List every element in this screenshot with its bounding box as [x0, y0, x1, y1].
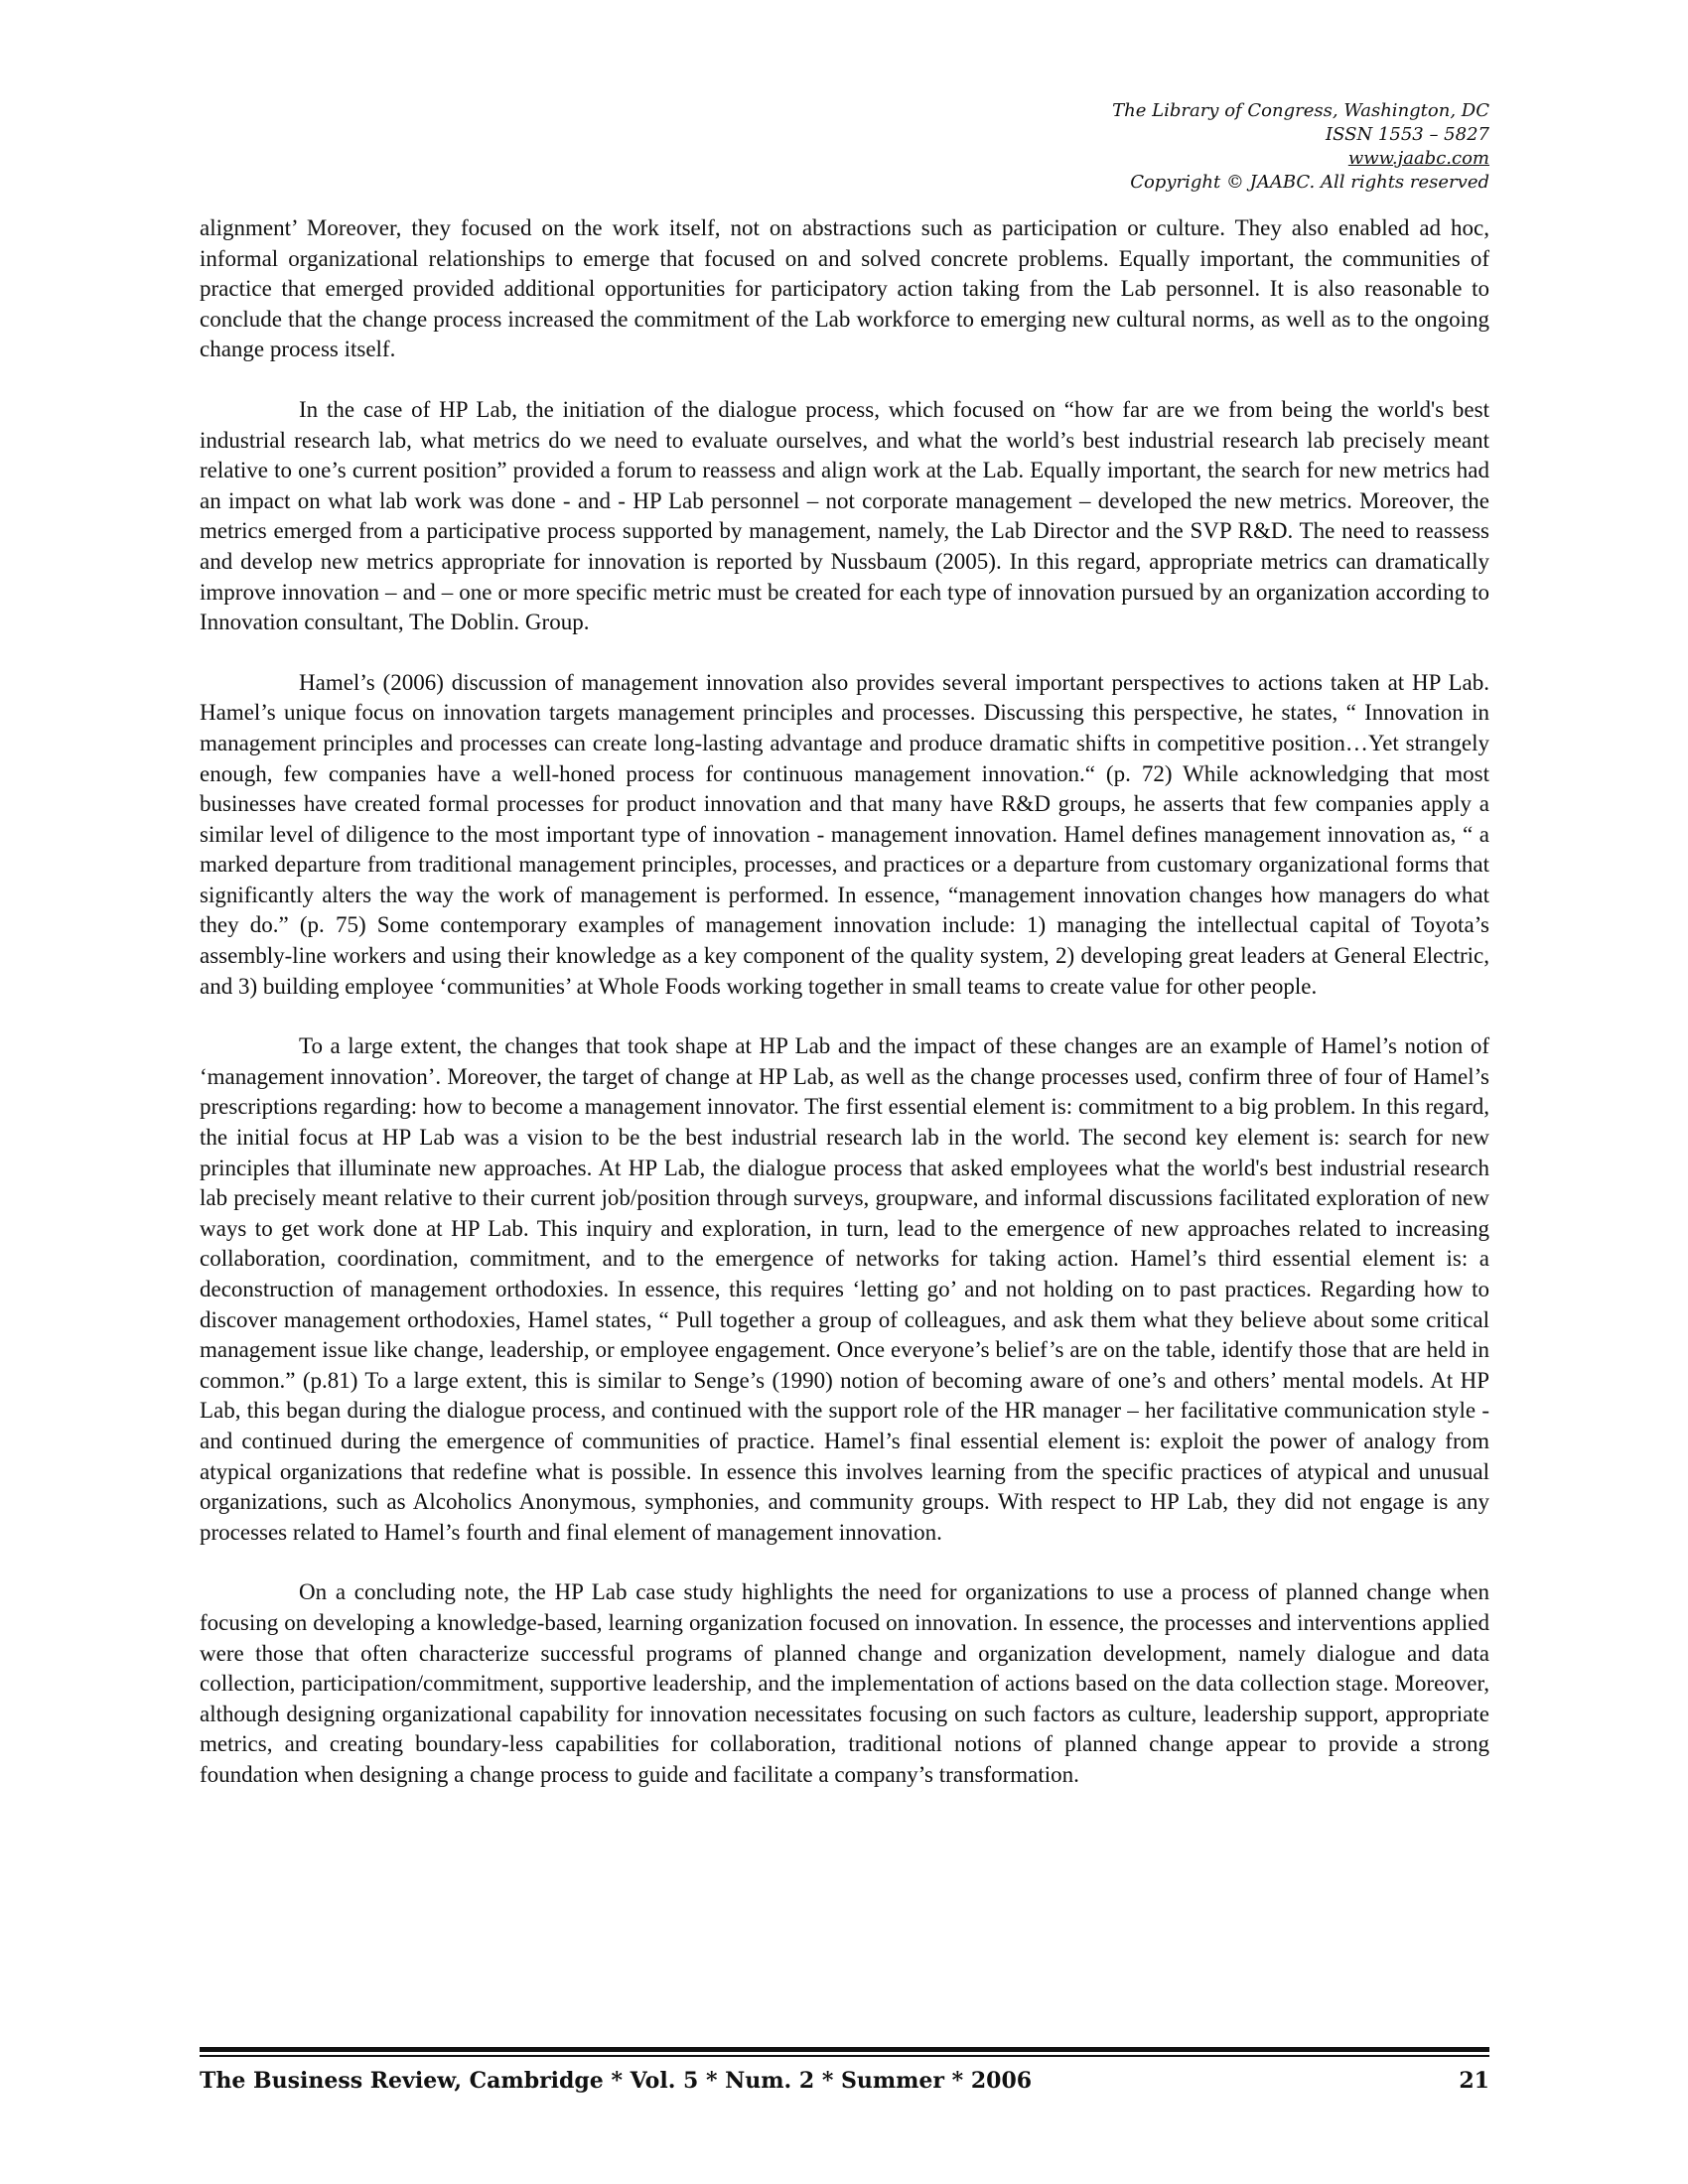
footer-divider-thick [200, 2047, 1489, 2052]
paragraph-4: To a large extent, the changes that took shape at HP Lab and the impact of these changes are an example of Hamel’s notion of ‘management innovation’. Moreover, the target of change at HP Lab, as well as the change processes used, confirm three of four of Hamel’s prescriptions regarding: how to become a management innovator. The first essential element is: commitment to a big problem. In this regard, the initial focus at HP Lab was a vision to be the best industrial research lab in the world. The second key element is: search for new principles that illuminate new approaches. At HP Lab, the dialogue process that asked employees what the world's best industrial research lab precisely meant relative to their current job/position through surveys, groupware, and informal discussions facilitated exploration of new ways to get work done at HP Lab. This inquiry and exploration, in turn, lead to the emergence of new approaches related to increasing collaboration, coordination, commitment, and to the emergence of networks for taking action. Hamel’s third essential element is: a deconstruction of management orthodoxies. In essence, this requires ‘letting go’ and not holding on to past practices. Regarding how to discover management orthodoxies, Hamel states, “ Pull together a group of colleagues, and ask them what they believe about some critical management issue like change, leadership, or employee engagement. Once everyone’s belief’s are on the table, identify those that are held in common.” (p.81) To a large extent, this is similar to Senge’s (1990) notion of becoming aware of one’s and others’ mental models. At HP Lab, this began during the dialogue process, and continued with the support role of the HR manager – her facilitative communication style - and continued during the emergence of communities of practice. Hamel’s final essential element is: exploit the power of analogy from atypical organizations that redefine what is possible. In essence this involves learning from the specific practices of atypical and unusual organizations, such as Alcoholics Anonymous, symphonies, and community groups. With respect to HP Lab, they did not engage is any processes related to Hamel’s fourth and final element of management innovation. [200, 1033, 1489, 1545]
running-header [894, 99, 1489, 195]
paragraph-3: Hamel’s (2006) discussion of management innovation also provides several important perspectives to actions taken at HP Lab. Hamel’s unique focus on innovation targets management principles and processes. Discussing this perspective, he states, “ Innovation in management principles and processes can create long-lasting advantage and produce dramatic shifts in competitive position…Yet strangely enough, few companies have a well-honed process for continuous management innovation.“ (p. 72) While acknowledging that most businesses have created formal processes for product innovation and that many have R&D groups, he asserts that few companies apply a similar level of diligence to the most important type of innovation - management innovation. Hamel defines management innovation as, “ a marked departure from traditional management principles, processes, and practices or a departure from customary organizational forms that significantly alters the way the work of management is performed. In essence, “management innovation changes how managers do what they do.” (p. 75) Some contemporary examples of management innovation include: 1) managing the intellectual capital of Toyota’s assembly-line workers and using their knowledge as a key component of the quality system, 2) developing great leaders at General Electric, and 3) building employee ‘communities’ at Whole Foods working together in small teams to create value for other people. [200, 669, 1489, 999]
footer-divider-thin [200, 2055, 1489, 2057]
running-footer [200, 2068, 1489, 2094]
page-number: 21 [1459, 2068, 1489, 2094]
paragraph-5: On a concluding note, the HP Lab case study highlights the need for organizations to use a process of planned change when focusing on developing a knowledge-based, learning organization focused on innovation. In essence, the processes and interventions applied were those that often characterize successful programs of planned change and organization development, namely dialogue and data collection, participation/commitment, supportive leadership, and the implementation of actions based on the data collection stage. Moreover, although designing organizational capability for innovation necessitates focusing on such factors as culture, leadership support, appropriate metrics, and creating boundary-less capabilities for collaboration, traditional notions of planned change appear to provide a strong foundation when designing a change process to guide and facilitate a company’s transformation. [200, 1579, 1489, 1787]
footer-journal-info: The Business Review, Cambridge * Vol. 5 * Num. 2 * Summer * 2006 [200, 2068, 1033, 2094]
paragraph-1: alignment’ Moreover, they focused on the work itself, not on abstractions such as participation or culture. They also enabled ad hoc, informal organizational relationships to emerge that focused on and solved concrete problems. Equally important, the communities of practice that emerged provided additional opportunities for participatory action taking from the Lab personnel. It is also reasonable to conclude that the change process increased the commitment of the Lab workforce to emerging new cultural norms, as well as to the ongoing change process itself. [200, 215, 1489, 362]
header-issn: ISSN 1553 – 5827 [1326, 124, 1489, 145]
header-publisher: The Library of Congress, Washington, DC [1112, 100, 1489, 121]
header-copyright: Copyright © JAABC. All rights reserved [1130, 172, 1489, 193]
header-website-link[interactable]: www.jaabc.com [1347, 148, 1489, 169]
body-text [200, 213, 1489, 1821]
paragraph-2: In the case of HP Lab, the initiation of the dialogue process, which focused on “how far are we from being the world's best industrial research lab, what metrics do we need to evaluate ourselves, and what the world’s best industrial research lab precisely meant relative to one’s current position” provided a forum to reassess and align work at the Lab. Equally important, the search for new metrics had an impact on what lab work was done - and - HP Lab personnel – not corporate management – developed the new metrics. Moreover, the metrics emerged from a participative process supported by management, namely, the Lab Director and the SVP R&D. The need to reassess and develop new metrics appropriate for innovation is reported by Nussbaum (2005). In this regard, appropriate metrics can dramatically improve innovation – and – one or more specific metric must be created for each type of innovation pursued by an organization according to Innovation consultant, The Doblin. Group. [200, 396, 1489, 635]
